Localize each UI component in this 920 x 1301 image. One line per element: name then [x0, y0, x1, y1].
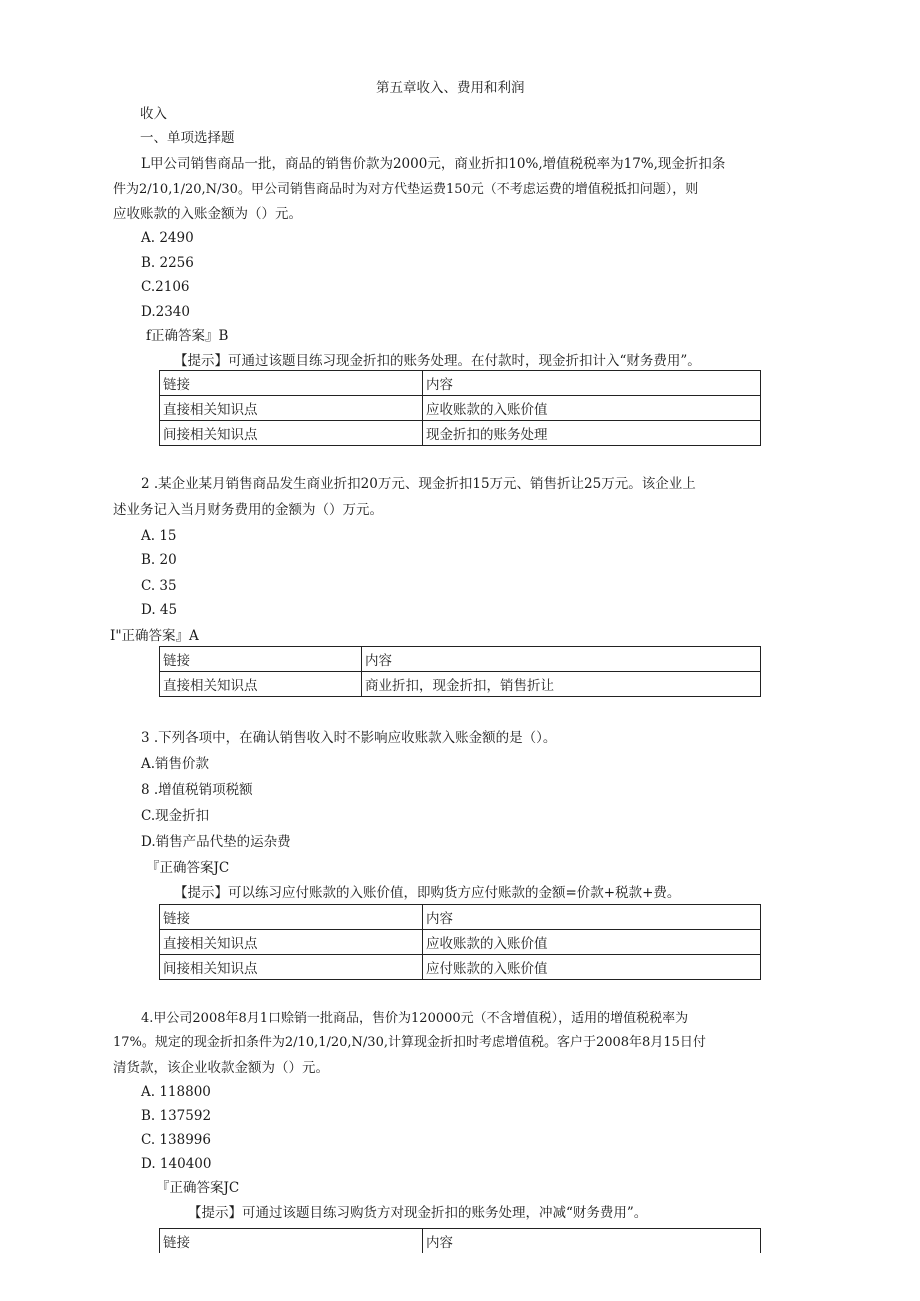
q1-option-b: B. 2256: [141, 255, 194, 271]
q3-option-a: A.销售价款: [141, 756, 210, 772]
q3-option-b: 8 .增值税销项税额: [141, 782, 253, 798]
table-cell: 直接相关知识点: [160, 930, 423, 955]
table-row: [160, 1229, 761, 1254]
q1-link-table: [159, 370, 761, 446]
q4-line-3: 清货款，该企业收款金额为（）元。: [113, 1060, 329, 1076]
q3-link-table: [159, 904, 761, 980]
table-row: [160, 421, 761, 446]
q2-answer: I"正确答案』A: [110, 628, 199, 644]
table-cell: 间接相关知识点: [160, 421, 423, 446]
table-cell: 内容: [423, 905, 761, 930]
q2-option-c: C. 35: [141, 578, 177, 594]
table-cell: 应收账款的入账价值: [423, 930, 761, 955]
q4-option-c: C. 138996: [141, 1132, 211, 1148]
q1-line-2: 件为2/10,1/20,N/30。甲公司销售商品时为对方代垫运费150元（不考虑运费的增值税抵扣问题），则: [113, 182, 699, 197]
table-cell: 现金折扣的账务处理: [423, 421, 761, 446]
table-row: [160, 396, 761, 421]
q1-hint: 【提示】可通过该题目练习现金折扣的账务处理。在付款时，现金折扣计入“财务费用”。: [174, 353, 701, 369]
q3-option-c: C.现金折扣: [141, 808, 210, 824]
q1-answer: f正确答案』B: [146, 328, 229, 344]
q4-line-1: 4.甲公司2008年8月1口赊销一批商品，售价为120000元（不含增值税），适用的增值税税率为: [141, 1011, 689, 1026]
q2-line-2: 述业务记入当月财务费用的金额为（）万元。: [113, 502, 383, 518]
q1-option-d: D.2340: [141, 304, 190, 320]
table-cell: 链接: [160, 371, 423, 396]
table-row: [160, 647, 761, 672]
q3-option-d: D.销售产品代垫的运杂费: [141, 834, 291, 850]
q2-option-b: B. 20: [141, 552, 177, 568]
table-cell: 链接: [160, 647, 362, 672]
table-row: [160, 905, 761, 930]
page-title: 第五章收入、费用和利润: [376, 80, 525, 96]
section-heading: 收入: [140, 106, 167, 122]
table-cell: 链接: [160, 905, 423, 930]
table-cell: 间接相关知识点: [160, 955, 423, 980]
subsection-heading: 一、单项选择题: [140, 130, 235, 146]
q1-option-c: C.2106: [141, 279, 190, 295]
q2-option-a: A. 15: [141, 528, 177, 544]
q3-line-1: 3 .下列各项中，在确认销售收入时不影响应收账款入账金额的是（）。: [141, 730, 557, 746]
q4-answer: 『正确答案JC: [156, 1180, 240, 1196]
q4-option-a: A. 118800: [141, 1084, 211, 1100]
table-cell: 链接: [160, 1229, 423, 1254]
q4-hint: 【提示】可通过该题目练习购货方对现金折扣的账务处理，冲减“财务费用”。: [188, 1205, 648, 1221]
table-cell: 商业折扣，现金折扣，销售折让: [362, 672, 761, 697]
q3-hint: 【提示】可以练习应付账款的入账价值，即购货方应付账款的金额=价款+税款+费。: [174, 885, 681, 901]
q4-option-d: D. 140400: [141, 1156, 212, 1172]
table-cell: 内容: [423, 371, 761, 396]
q2-option-d: D. 45: [141, 602, 178, 618]
q1-option-a: A. 2490: [141, 230, 194, 246]
q4-option-b: B. 137592: [141, 1108, 212, 1124]
q4-link-table: [159, 1228, 761, 1253]
table-row: [160, 672, 761, 697]
table-row: [160, 955, 761, 980]
q3-answer: 『正确答案JC: [146, 860, 230, 876]
q1-line-3: 应收账款的入账金额为（）元。: [113, 206, 302, 222]
table-row: [160, 930, 761, 955]
table-row: [160, 371, 761, 396]
q1-line-1: L甲公司销售商品一批，商品的销售价款为2000元，商业折扣10%,增值税税率为17%,现金折扣条: [141, 156, 726, 172]
q2-link-table: [159, 646, 761, 697]
q4-line-2: 17%。规定的现金折扣条件为2/10,1/20,N/30,计算现金折扣时考虑增值税。客户于2008年8月15日付: [113, 1035, 706, 1050]
table-cell: 直接相关知识点: [160, 672, 362, 697]
table-cell: 内容: [423, 1229, 761, 1254]
table-cell: 内容: [362, 647, 761, 672]
q2-line-1: 2 .某企业某月销售商品发生商业折扣20万元、现金折扣15万元、销售折让25万元。该企业上: [141, 476, 696, 492]
table-cell: 应付账款的入账价值: [423, 955, 761, 980]
table-cell: 直接相关知识点: [160, 396, 423, 421]
table-cell: 应收账款的入账价值: [423, 396, 761, 421]
